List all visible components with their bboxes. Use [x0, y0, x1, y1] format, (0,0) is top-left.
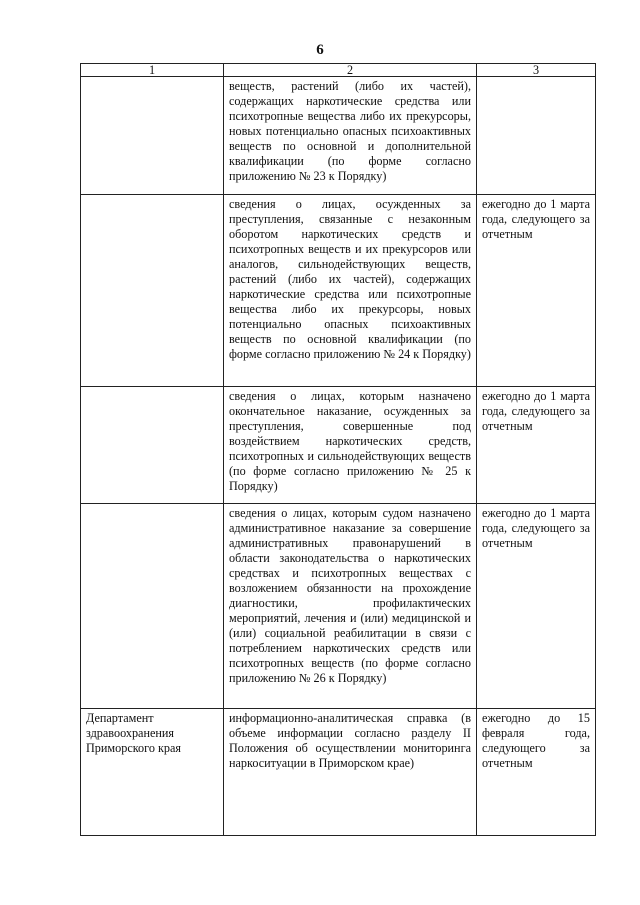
table-row	[81, 387, 596, 504]
deadline-cell	[477, 77, 596, 195]
table-row	[81, 77, 596, 195]
information-cell: информационно-аналитическая справка (в объеме информации согласно разделу II Положения об осуществлении мониторинга наркоситуации в Приморском крае)	[224, 709, 477, 836]
column-header-2: 2	[224, 64, 477, 77]
table-header-row	[81, 64, 596, 77]
table-row	[81, 504, 596, 709]
organization-cell	[81, 504, 224, 709]
column-header-1: 1	[81, 64, 224, 77]
information-cell: веществ, растений (либо их частей), содержащих наркотические средства или психотропные вещества либо их прекурсоры, новых потенциально опасных психоактивных веществ по основной и дополнительной квалификации (по форме согласно приложению № 23 к Порядку)	[224, 77, 477, 195]
deadline-cell: ежегодно до 15 февраля года, следующего за отчетным	[477, 709, 596, 836]
information-cell: сведения о лицах, которым судом назначено административное наказание за совершение административных правонарушений в области законодательства о наркотических средствах и психотропных веществах с возложением обязанности на прохождение диагностики, профилактических мероприятий, лечения и (или) медицинской и (или) социальной реабилитации в связи с потреблением наркотических средств или психотропных веществ (по форме согласно приложению № 26 к Порядку)	[224, 504, 477, 709]
column-header-3: 3	[477, 64, 596, 77]
organization-cell	[81, 195, 224, 387]
information-cell: сведения о лицах, осужденных за преступления, связанные с незаконным оборотом наркотических средств и психотропных веществ и их прекурсоров или аналогов, сильнодействующих веществ, растений (либо их частей), содержащих наркотические средства или психотропные вещества либо их прекурсоры, новых потенциально опасных психоактивных веществ по основной квалификации (по форме согласно приложению № 24 к Порядку)	[224, 195, 477, 387]
deadline-cell: ежегодно до 1 марта года, следующего за отчетным	[477, 195, 596, 387]
reporting-table	[80, 63, 596, 836]
deadline-cell: ежегодно до 1 марта года, следующего за отчетным	[477, 504, 596, 709]
organization-cell: Департамент здравоохранения Приморского края	[81, 709, 224, 836]
page-number: 6	[316, 42, 324, 58]
table-row	[81, 709, 596, 836]
deadline-cell: ежегодно до 1 марта года, следующего за отчетным	[477, 387, 596, 504]
information-cell: сведения о лицах, которым назначено окончательное наказание, осужденных за преступления, совершенные под воздействием наркотических средств, психотропных и сильнодействующих веществ (по форме согласно приложению № 25 к Порядку)	[224, 387, 477, 504]
organization-cell	[81, 387, 224, 504]
table-row	[81, 195, 596, 387]
organization-cell	[81, 77, 224, 195]
